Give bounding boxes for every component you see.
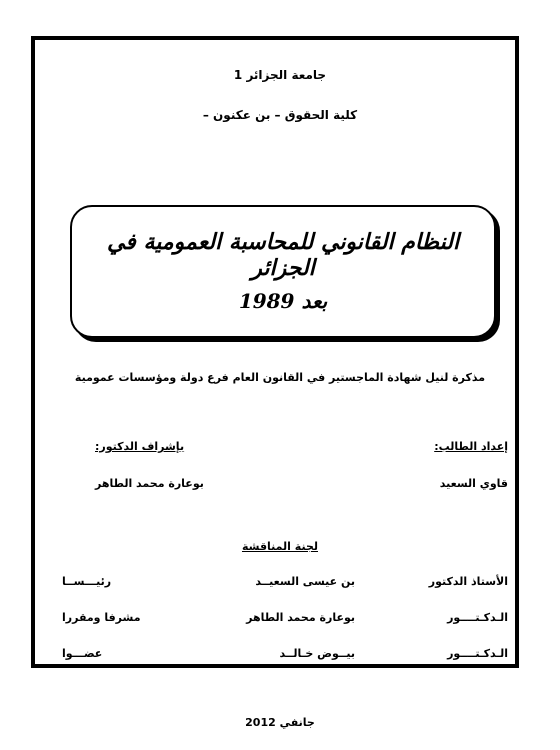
thesis-subtitle: مذكرة لنيل شهادة الماجستير في القانون العام فرع دولة ومؤسسات عمومية [74,371,486,384]
thesis-title-year: بعد 1989 [238,289,328,313]
member-role: رئيـــســا [62,575,112,588]
member-title: الـدكـتــــور [447,647,508,660]
submission-date: جانفي 2012 [245,716,315,729]
member-role: عضـــوا [62,647,103,660]
thesis-title: النظام القانوني للمحاسبة العمومية في الجزائر [106,229,460,281]
supervisor-name: بوعارة محمد الطاهر [95,477,204,490]
title-box [70,205,496,338]
committee-heading: لجنة المناقشة [241,540,318,553]
member-name: بن عيسى السعيــد [255,575,355,588]
faculty-name: كلية الحقوق – بن عكنون – [202,108,358,122]
supervisor-label: بإشراف الدكتور: [95,440,185,453]
student-name: قاوي السعيد [439,477,508,490]
page-border [31,36,519,668]
member-title: الـدكـتــــور [447,611,508,624]
member-name: بوعارة محمد الطاهر [246,611,355,624]
student-label: إعداد الطالب: [434,440,508,453]
member-name: بيــوض خـالــد [279,647,355,660]
member-role: مشرفا ومقررا [62,611,141,624]
member-title: الأستاذ الدكتور [428,575,508,588]
university-name: جامعة الجزائر 1 [233,68,327,82]
